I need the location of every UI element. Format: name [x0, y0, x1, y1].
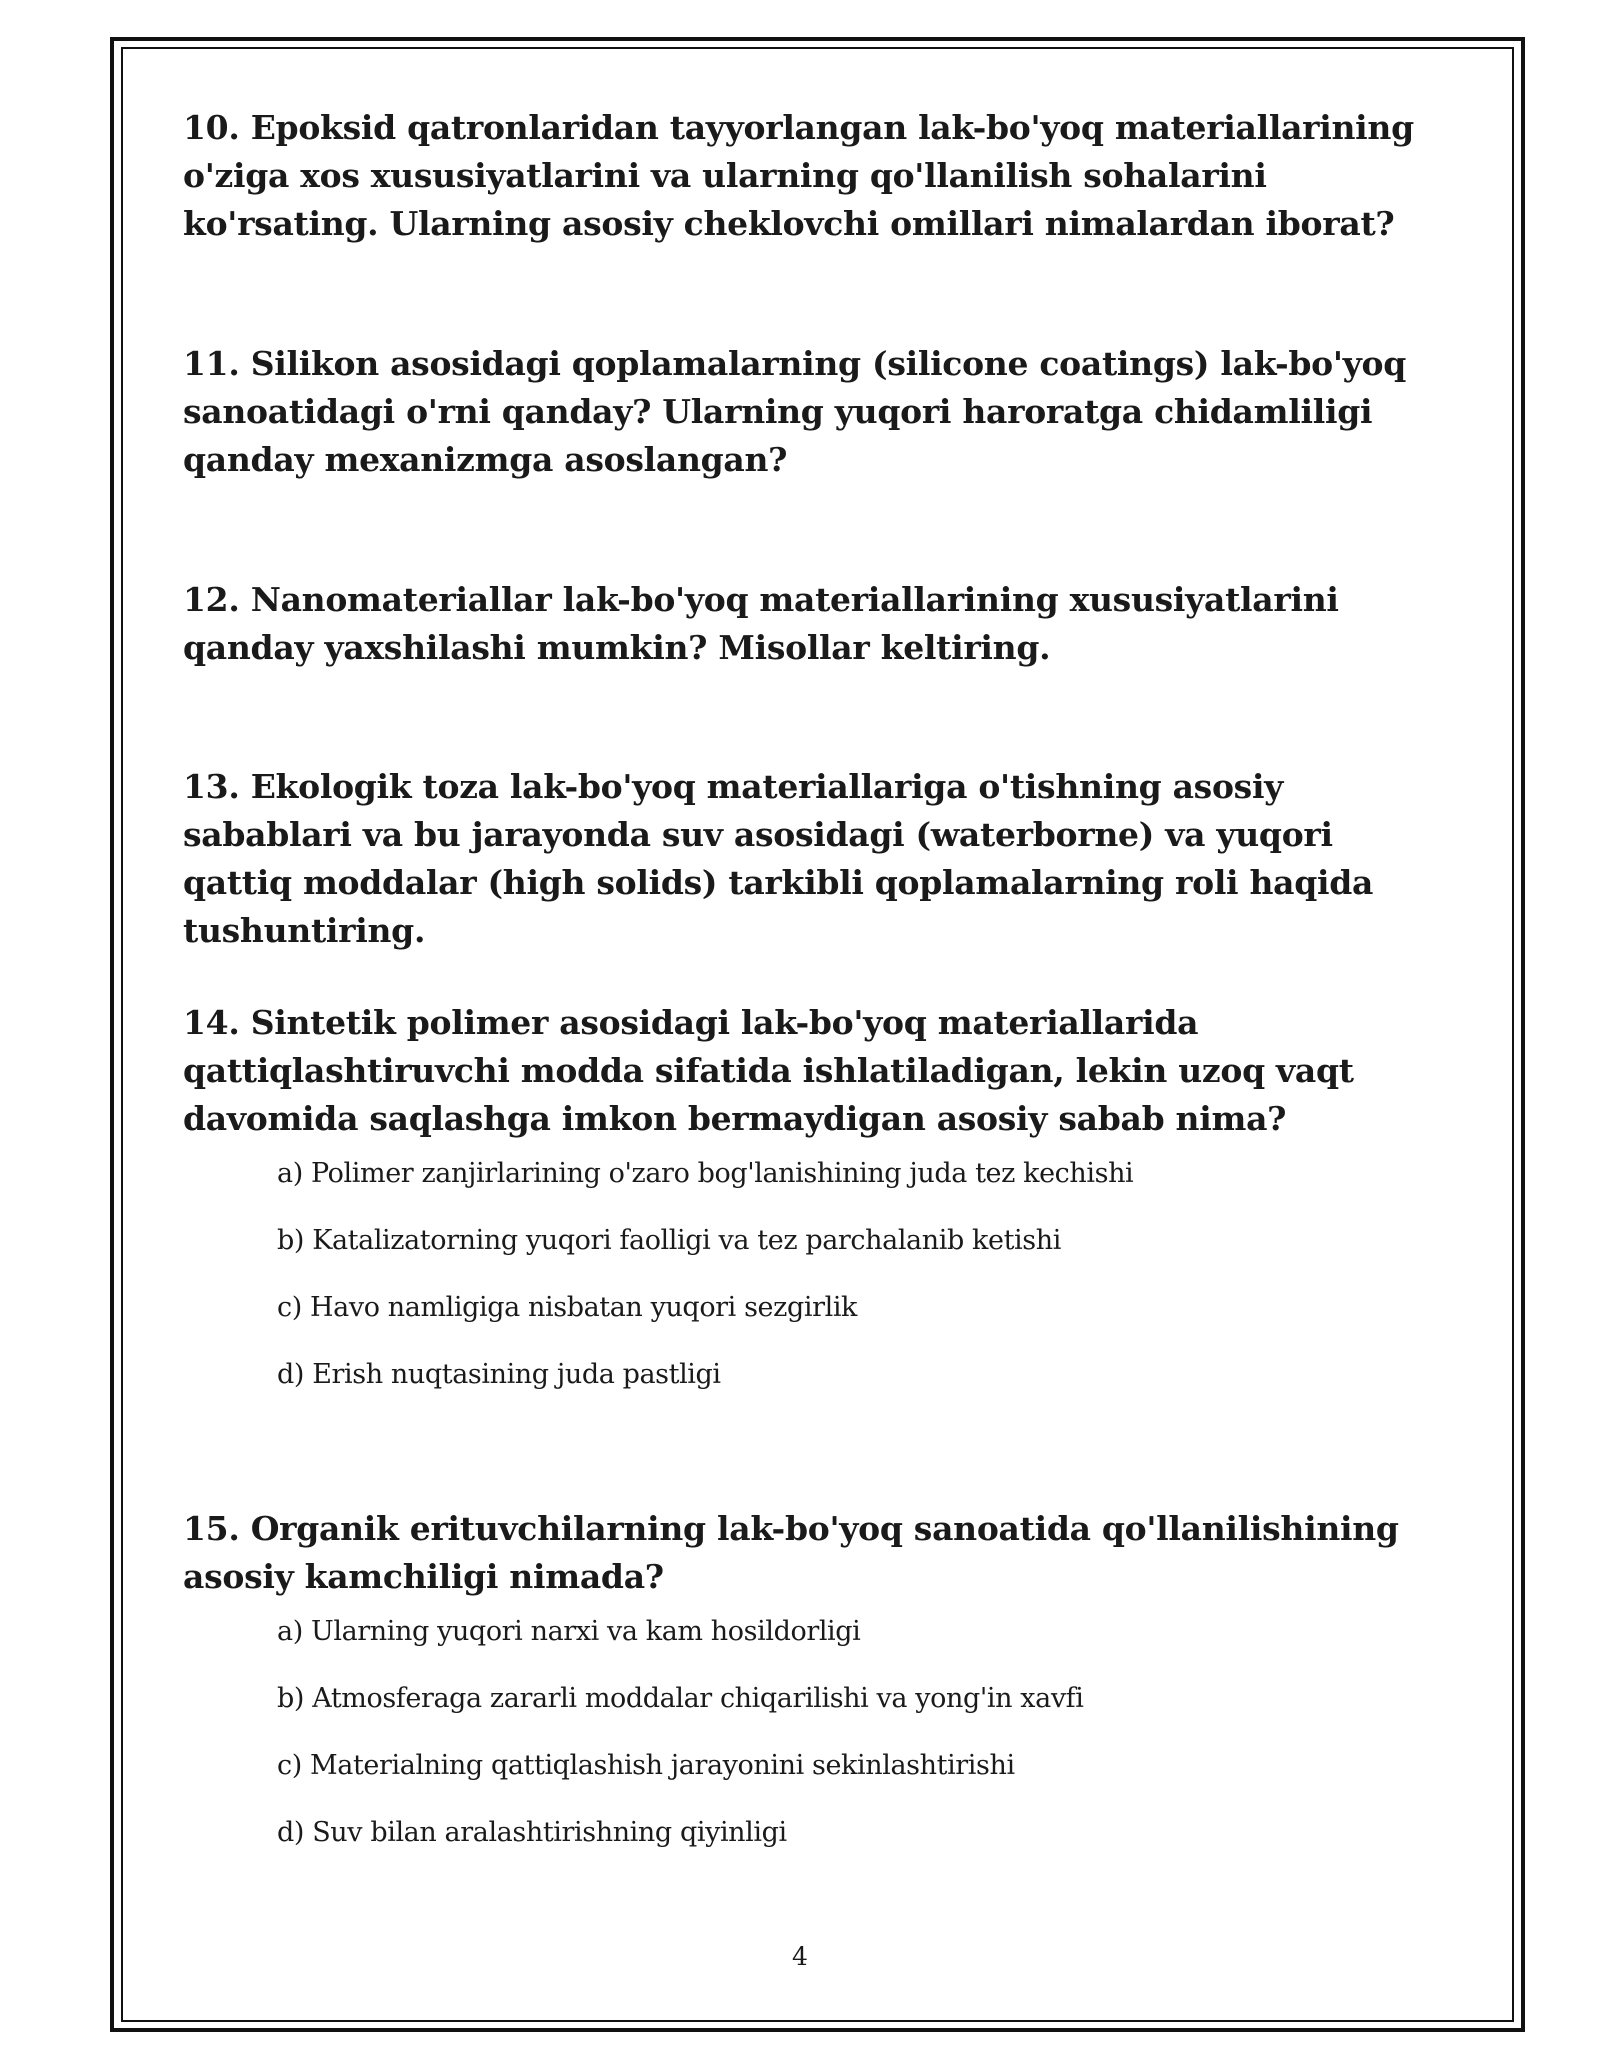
question-text: 14. Sintetik polimer asosidagi lak-bo'yoq materiallarida qattiqlashtiruvchi modda sifatida ishlatiladigan, lekin uzoq vaqt davomida saqlashga imkon bermaydigan asosiy sabab nima? — [183, 1003, 1354, 1138]
answer-options — [277, 1615, 1443, 1850]
question-text: 15. Organik erituvchilarning lak-bo'yoq sanoatida qo'llanilishining asosiy kamchiligi nimada? — [183, 1509, 1399, 1596]
answer-option-d: d) Suv bilan aralashtirishning qiyinligi — [277, 1817, 787, 1848]
question-11 — [183, 340, 1443, 484]
question-13 — [183, 763, 1443, 955]
question-10 — [183, 104, 1443, 248]
question-12 — [183, 576, 1443, 672]
question-15 — [183, 1505, 1443, 1883]
answer-option-a: a) Polimer zanjirlarining o'zaro bog'lanishining juda tez kechishi — [277, 1158, 1134, 1189]
question-text: 13. Ekologik toza lak-bo'yoq materiallariga o'tishning asosiy sabablari va bu jarayonda suv asosidagi (waterborne) va yuqori qattiq moddalar (high solids) tarkibli qoplamalarning roli haqida tushuntiring. — [183, 767, 1374, 950]
question-text: 11. Silikon asosidagi qoplamalarning (silicone coatings) lak-bo'yoq sanoatidagi o'rni qanday? Ularning yuqori haroratga chidamliligi qanday mexanizmga asoslangan? — [183, 344, 1406, 479]
page-number: 4 — [792, 1942, 808, 1971]
answer-option-c: c) Materialning qattiqlashish jarayonini sekinlashtirishi — [277, 1750, 1015, 1781]
answer-options — [277, 1157, 1443, 1392]
question-text: 12. Nanomateriallar lak-bo'yoq materiallarining xususiyatlarini qanday yaxshilashi mumkin? Misollar keltiring. — [183, 580, 1339, 667]
answer-option-c: c) Havo namligiga nisbatan yuqori sezgirlik — [277, 1292, 858, 1323]
answer-option-b: b) Katalizatorning yuqori faolligi va tez parchalanib ketishi — [277, 1225, 1061, 1256]
answer-option-b: b) Atmosferaga zararli moddalar chiqarilishi va yong'in xavfi — [277, 1683, 1084, 1714]
question-text: 10. Epoksid qatronlaridan tayyorlangan lak-bo'yoq materiallarining o'ziga xos xususiyatlarini va ularning qo'llanilish sohalarini ko'rsating. Ularning asosiy cheklovchi omillari nimalardan iborat? — [183, 108, 1414, 243]
question-14 — [183, 999, 1443, 1425]
answer-option-a: a) Ularning yuqori narxi va kam hosildorligi — [277, 1616, 861, 1647]
answer-option-d: d) Erish nuqtasining juda pastligi — [277, 1359, 721, 1390]
